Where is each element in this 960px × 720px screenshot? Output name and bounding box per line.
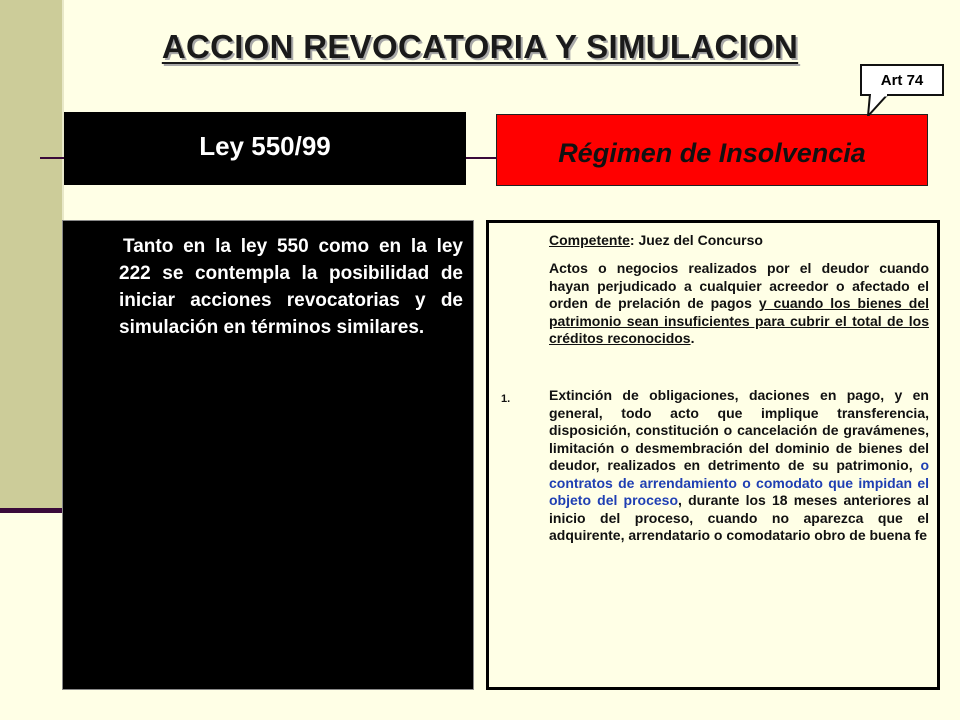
slide-title: ACCION REVOCATORIA Y SIMULACION — [161, 28, 799, 65]
actos-end: . — [690, 330, 695, 346]
competente-value: : Juez del Concurso — [629, 232, 763, 248]
callout-label: Art 74 — [880, 71, 924, 89]
actos-text: Actos o negocios realizados por el deudor cuando hayan perjudicado a cualquier acreedor o afectado el orden de prelación de pagos — [549, 260, 929, 311]
competente-line — [549, 232, 929, 250]
competente-label: Competente — [549, 232, 630, 248]
item-1-number: 1. — [501, 393, 511, 405]
item-1-text-b: , durante los 18 meses anteriores al inicio del proceso, cuando no aparezca que el adquirente, arrendatario o comodatario obro de buena fe — [549, 492, 929, 543]
regimen-insolvencia-header-box — [496, 114, 928, 186]
item-1-highlight-text: o contratos de arrendamiento o comodato que impidan el objeto del proceso — [549, 457, 929, 508]
actos-underlined-text: y cuando los bienes del patrimonio sean insuficientes para cubrir el total de los créditos reconocidos — [549, 295, 930, 346]
band-divider-line — [0, 508, 64, 513]
left-content-panel — [62, 220, 474, 690]
right-content-panel — [486, 220, 940, 690]
item-1-text-a: Extinción de obligaciones, daciones en pago, y en general, todo acto que implique transferencia, disposición, constitución o cancelación de gravámenes, limitación o desmembración del dominio de bienes del deudor, realizados en detrimento de su patrimonio, — [549, 387, 929, 473]
left-decorative-band — [0, 0, 62, 512]
article-callout — [860, 64, 944, 96]
actos-paragraph — [549, 260, 929, 348]
connector-line-middle — [466, 157, 498, 159]
ley-label: Ley 550/99 — [199, 131, 331, 161]
callout-tail-pointer — [866, 94, 906, 116]
ley-550-header-box — [64, 112, 466, 185]
regimen-label: Régimen de Insolvencia — [558, 137, 866, 168]
left-paragraph: Tanto en la ley 550 como en la ley 222 se contempla la posibilidad de iniciar acciones revocatorias y de simulación en términos similares. — [119, 236, 463, 338]
connector-line-left — [40, 157, 66, 159]
item-1-paragraph — [549, 387, 929, 545]
right-content-inner — [489, 223, 937, 687]
